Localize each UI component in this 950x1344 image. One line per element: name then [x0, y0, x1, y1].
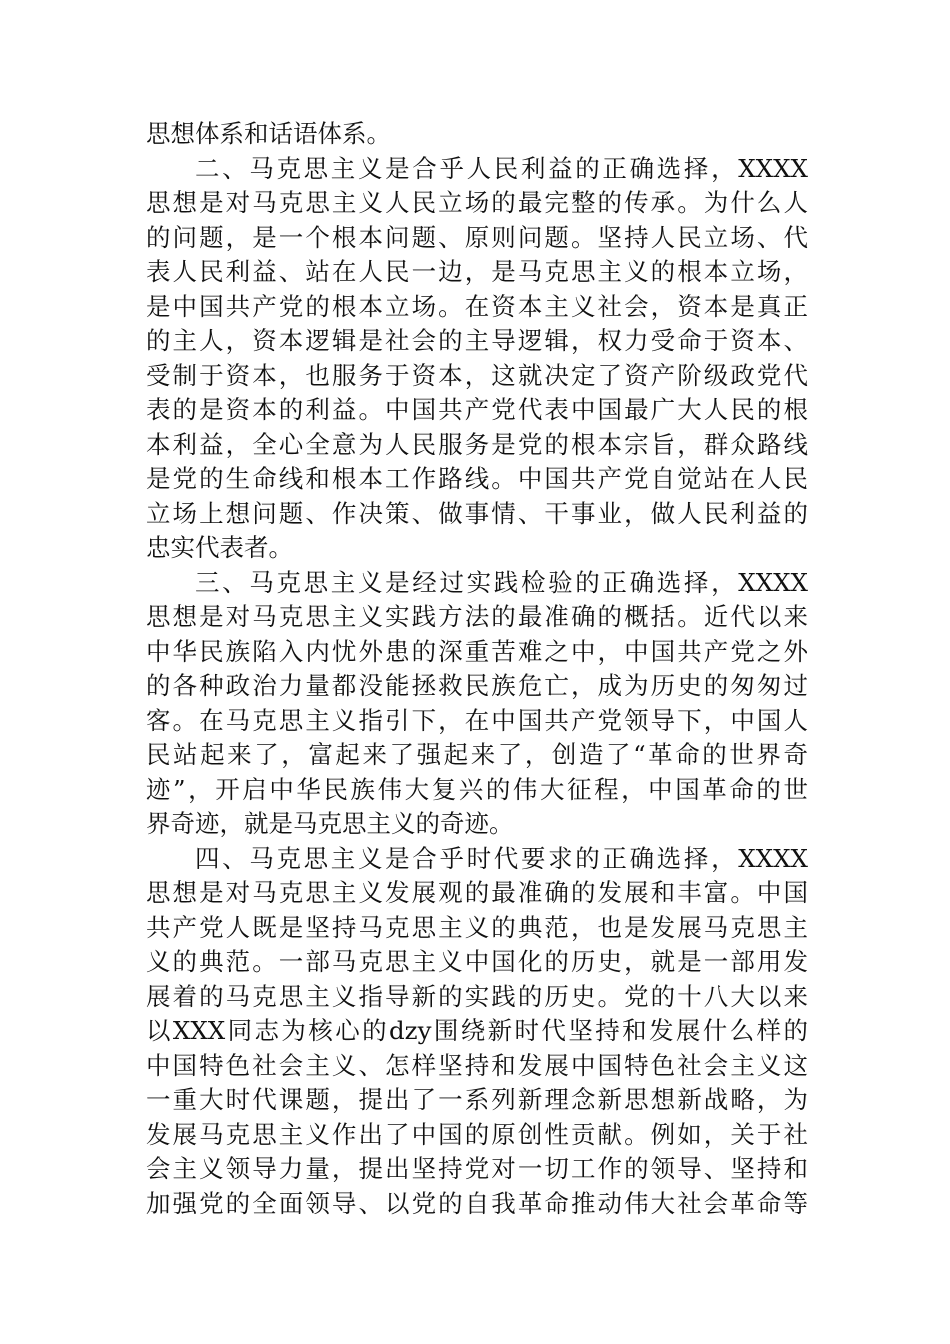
text-line: 民站起来了，富起来了强起来了，创造了“革命的世界奇: [146, 740, 808, 769]
text-line: 会主义领导力量，提出坚持党对一切工作的领导、坚持和: [146, 1154, 808, 1183]
text-line: 中华民族陷入内忧外患的深重苦难之中，中国共产党之外: [146, 636, 808, 666]
text-line: 加强党的全面领导、以党的自我革命推动伟大社会革命等: [146, 1188, 808, 1218]
text-line: 迹”，开启中华民族伟大复兴的伟大征程，中国革命的世: [146, 774, 808, 804]
text-line: 界奇迹，就是马克思主义的奇迹。: [146, 809, 514, 838]
text-line: 立场上想问题、作决策、做事情、干事业，做人民利益的: [146, 498, 808, 528]
text-line: 客。在马克思主义指引下，在中国共产党领导下，中国人: [146, 705, 808, 735]
text-line: 受制于资本，也服务于资本，这就决定了资产阶级政党代: [146, 360, 808, 390]
paragraph-start-line: 四、马克思主义是合乎时代要求的正确选择，XXXX: [195, 843, 808, 873]
text-line: 义的典范。一部马克思主义中国化的历史，就是一部用发: [146, 947, 808, 976]
text-line: 展着的马克思主义指导新的实践的历史。党的十八大以来: [146, 981, 808, 1011]
paragraph-start-line: 三、马克思主义是经过实践检验的正确选择，XXXX: [195, 567, 808, 597]
text-line: 思想是对马克思主义实践方法的最准确的概括。近代以来: [146, 602, 808, 631]
text-line: 的问题，是一个根本问题、原则问题。坚持人民立场、代: [146, 222, 808, 252]
text-line: 表的是资本的利益。中国共产党代表中国最广大人民的根: [146, 395, 808, 424]
text-line: 的各种政治力量都没能拯救民族危亡，成为历史的匆匆过: [146, 671, 808, 700]
text-line: 一重大时代课题，提出了一系列新理念新思想新战略，为: [146, 1085, 808, 1114]
text-line: 是中国共产党的根本立场。在资本主义社会，资本是真正: [146, 291, 808, 321]
text-line: 表人民利益、站在人民一边，是马克思主义的根本立场，: [146, 257, 808, 286]
text-line: 共产党人既是坚持马克思主义的典范，也是发展马克思主: [146, 912, 808, 942]
paragraph-start-line: 二、马克思主义是合乎人民利益的正确选择，XXXX: [195, 153, 808, 183]
body-text: [146, 117, 808, 1221]
text-line: 思想体系和话语体系。: [146, 119, 391, 148]
text-line: 思想是对马克思主义发展观的最准确的发展和丰富。中国: [146, 878, 808, 907]
text-line: 中国特色社会主义、怎样坚持和发展中国特色社会主义这: [146, 1050, 808, 1080]
text-line: 发展马克思主义作出了中国的原创性贡献。例如，关于社: [146, 1119, 808, 1149]
text-line: 的主人，资本逻辑是社会的主导逻辑，权力受命于资本、: [146, 326, 808, 355]
text-line: 本利益，全心全意为人民服务是党的根本宗旨，群众路线: [146, 429, 808, 459]
text-line: 以XXX同志为核心的dzy围绕新时代坚持和发展什么样的: [146, 1016, 808, 1045]
text-line: 忠实代表者。: [146, 533, 293, 562]
text-line: 是党的生命线和根本工作路线。中国共产党自觉站在人民: [146, 464, 808, 493]
text-line: 思想是对马克思主义人民立场的最完整的传承。为什么人: [146, 188, 808, 217]
